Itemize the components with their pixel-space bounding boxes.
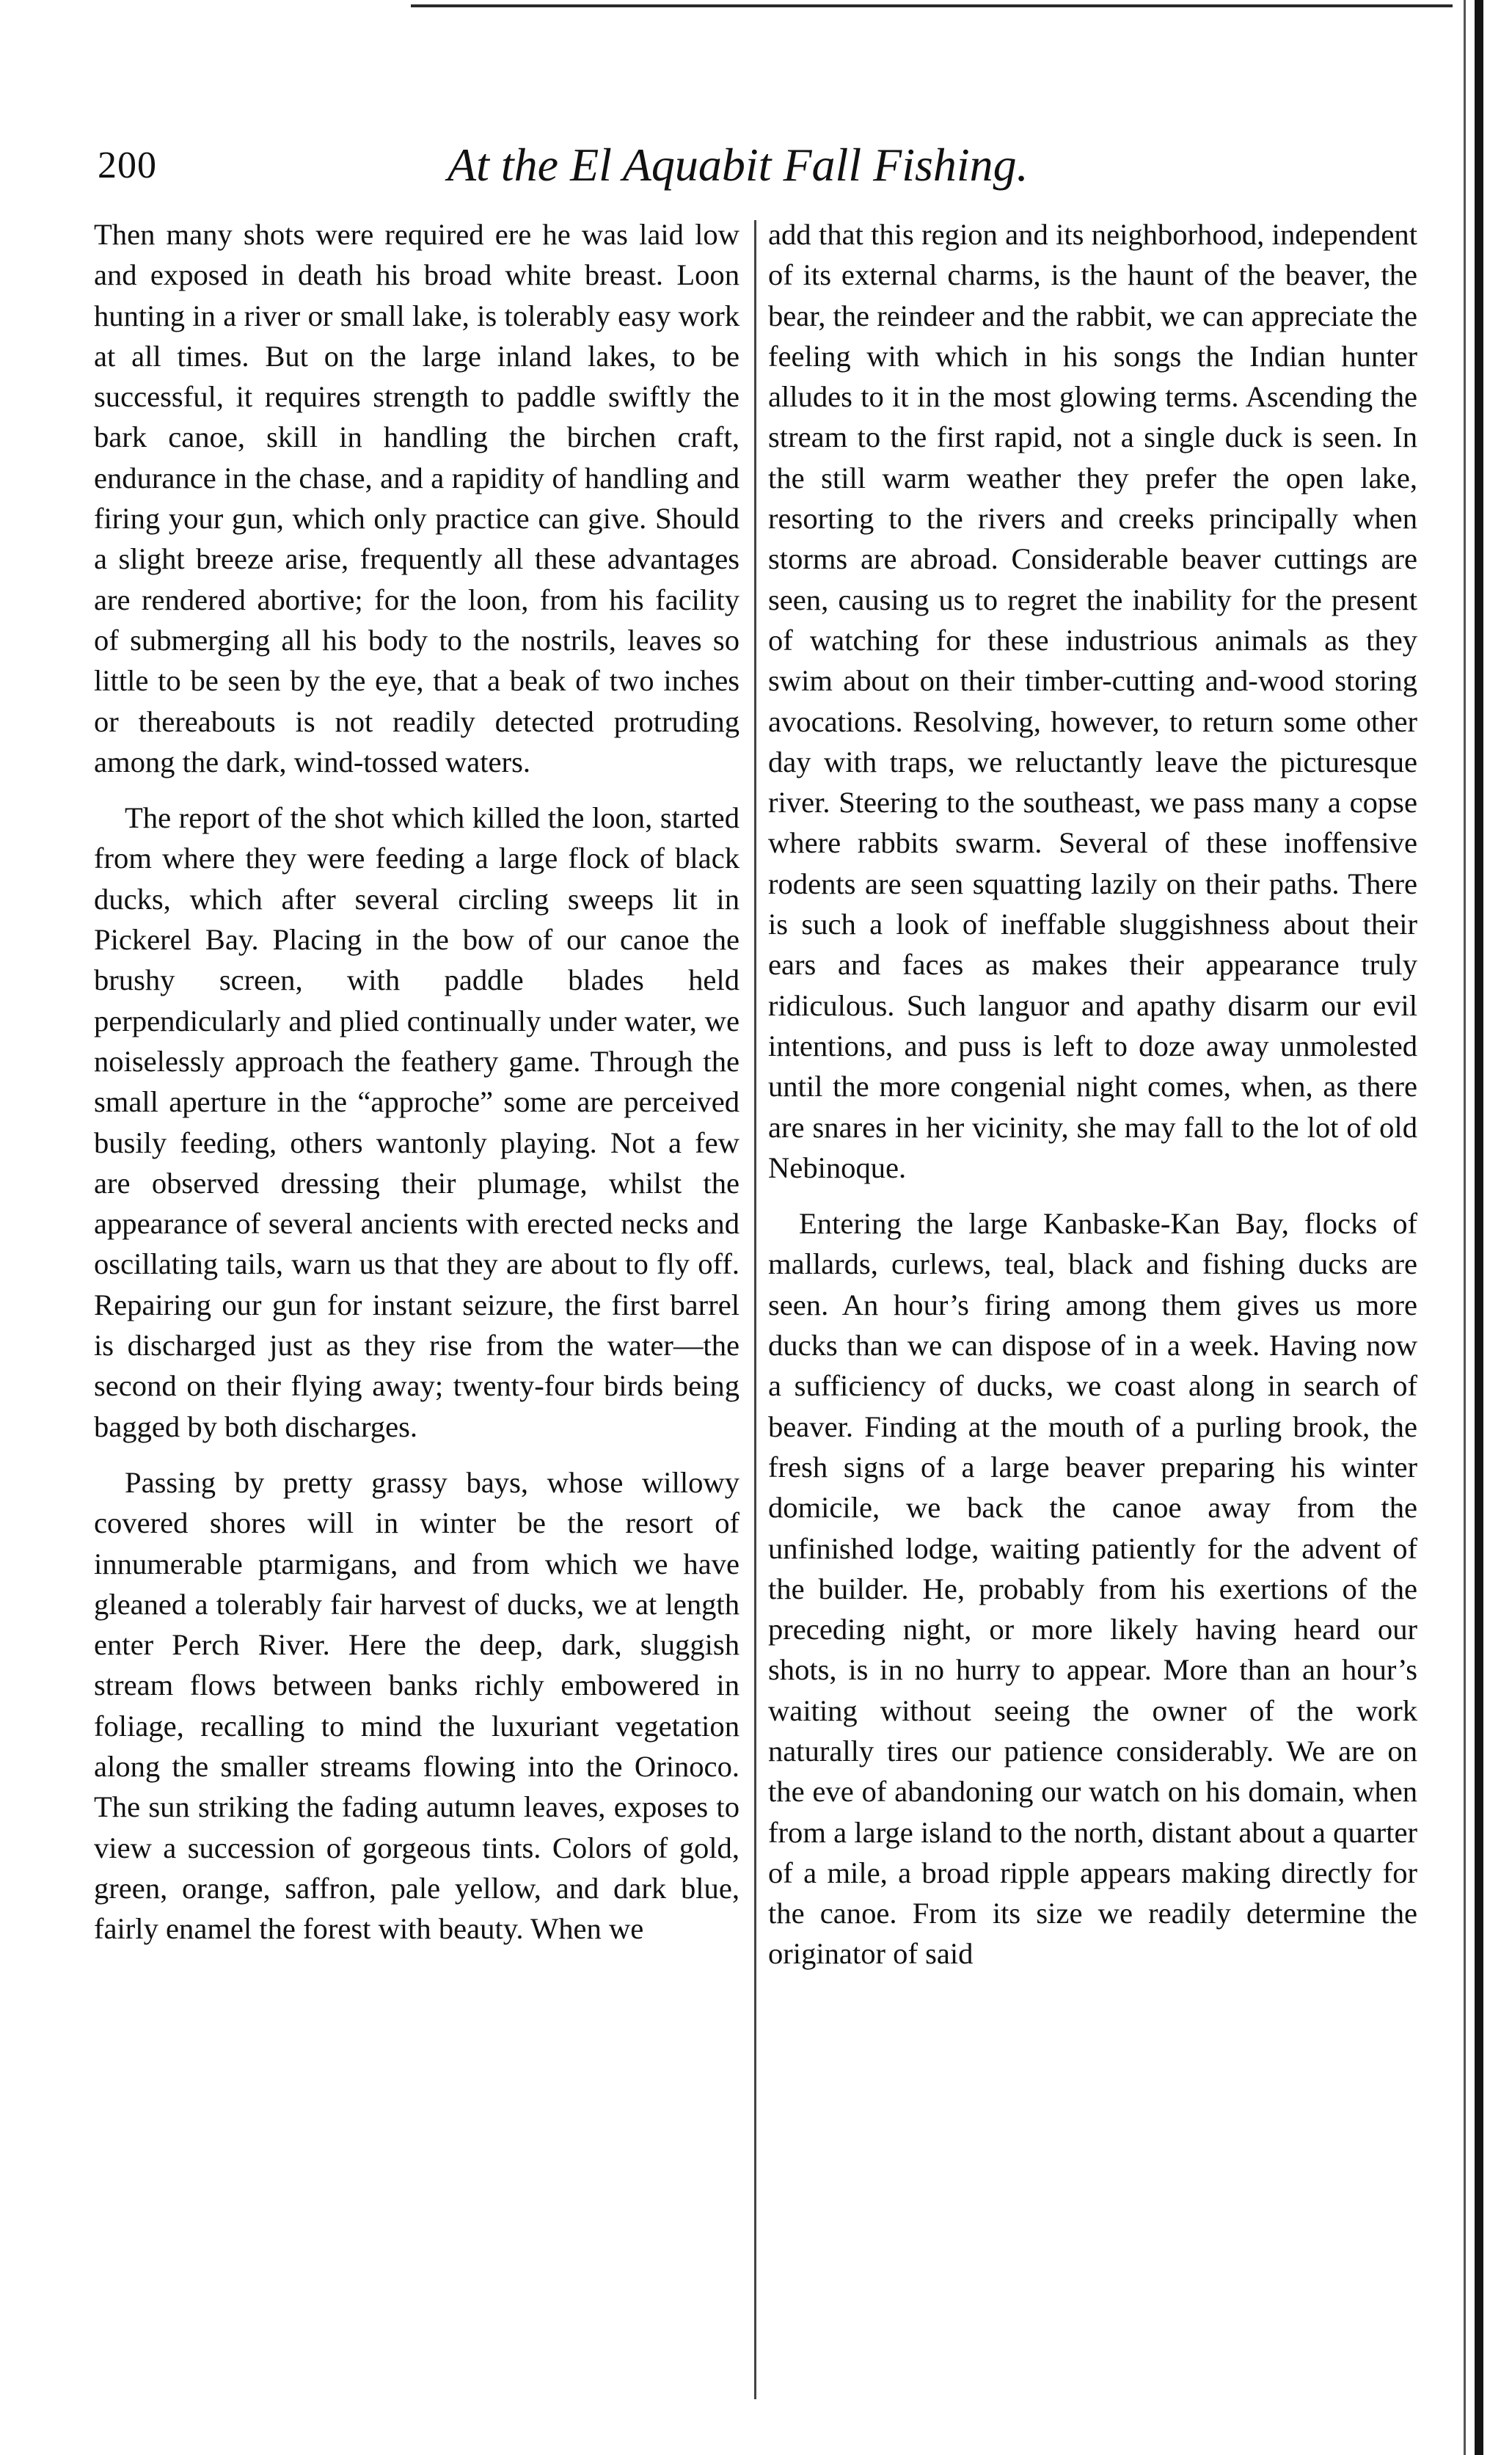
left-paragraph-2: The report of the shot which killed the loon, started from where they were feeding a large flock of black ducks, which after several circling sweeps lit in Pickerel Bay. Placing in the bow of our canoe the brushy screen, with paddle blades held perpendicularly and plied continually under water, we noiselessly approach the feathery game. Through the small aperture in the “approche” some are perceived busily feeding, others wantonly playing. Not a few are observed dressing their plumage, whilst the appearance of several ancients with erected necks and oscillating tails, warn us that they are about to fly off. Repairing our gun for instant seizure, the first barrel is discharged just as they rise from the water—the second on their flying away; twenty-four birds being bagged by both discharges. — [94, 801, 739, 1443]
left-column — [94, 214, 739, 1949]
page-number: 200 — [98, 145, 157, 186]
column-divider — [754, 220, 756, 2399]
right-paragraph-1: add that this region and its neighborhood, independent of its external charms, is the haunt of the beaver, the bear, the reindeer and the rabbit, we can appreciate the feeling with which in his songs the Indian hunter alludes to it in the most glowing terms. Ascending the stream to the first rapid, not a single duck is seen. In the still warm weather they prefer the open lake, resorting to the rivers and creeks principally when storms are abroad. Considerable beaver cuttings are seen, causing us to regret the inability for the present of watching for these industrious animals as they swim about on their timber-cutting and-wood storing avocations. Resolving, however, to return some other day with traps, we reluctantly leave the picturesque river. Steering to the southeast, we pass many a copse where rabbits swarm. Several of these inoffensive rodents are seen squatting lazily on their paths. There is such a look of ineffable sluggishness about their ears and faces as makes their appearance truly ridiculous. Such languor and apathy disarm our evil intentions, and puss is left to doze away unmolested until the more congenial night comes, when, as there are snares in her vicinity, she may fall to the lot of old Nebinoque. — [768, 218, 1417, 1184]
right-paragraph-2: Entering the large Kanbaske-Kan Bay, flocks of mallards, curlews, teal, black and fishing ducks are seen. An hour’s firing among them gives us more ducks than we can dispose of in a week. Having now a sufficiency of ducks, we coast along in search of beaver. Finding at the mouth of a purling brook, the fresh signs of a large beaver preparing his winter domicile, we back the canoe away from the unfinished lodge, waiting patiently for the advent of the builder. He, probably from his exertions of the preceding night, or more likely having heard our shots, is in no hurry to appear. More than an hour’s waiting without seeing the owner of the work naturally tires our patience considerably. We are on the eve of abandoning our watch on his domain, when from a large island to the north, distant about a quarter of a mile, a broad ripple appears making directly for the canoe. From its size we readily determine the originator of said — [768, 1207, 1417, 1971]
running-title: At the El Aquabit Fall Fishing. — [448, 139, 1029, 191]
left-paragraph-1: Then many shots were required ere he was laid low and exposed in death his broad white breast. Loon hunting in a river or small lake, is tolerably easy work at all times. But on the large inland lakes, to be successful, it requires strength to paddle swiftly the bark canoe, skill in handling the birchen craft, endurance in the chase, and a rapidity of handling and firing your gun, which only practice can give. Should a slight breeze arise, frequently all these advantages are rendered abortive; for the loon, from his facility of submerging all his body to the nostrils, leaves so little to be seen by the eye, that a beak of two inches or thereabouts is not readily detected protruding among the dark, wind-tossed waters. — [94, 218, 739, 778]
top-rule — [411, 4, 1453, 7]
right-edge-shadow — [1464, 0, 1466, 2455]
right-column — [768, 214, 1417, 1974]
left-paragraph-3: Passing by pretty grassy bays, whose willowy covered shores will in winter be the resort of innumerable ptarmigans, and from which we have gleaned a tolerably fair harvest of ducks, we at length enter Perch River. Here the deep, dark, sluggish stream flows between banks richly embowered in foliage, recalling to mind the luxuriant vegetation along the smaller streams flowing into the Orinoco. The sun striking the fading autumn leaves, exposes to view a succession of gorgeous tints. Colors of gold, green, orange, saffron, pale yellow, and dark blue, fairly enamel the forest with beauty. When we — [94, 1465, 739, 1946]
right-page-edge — [1475, 0, 1483, 2455]
